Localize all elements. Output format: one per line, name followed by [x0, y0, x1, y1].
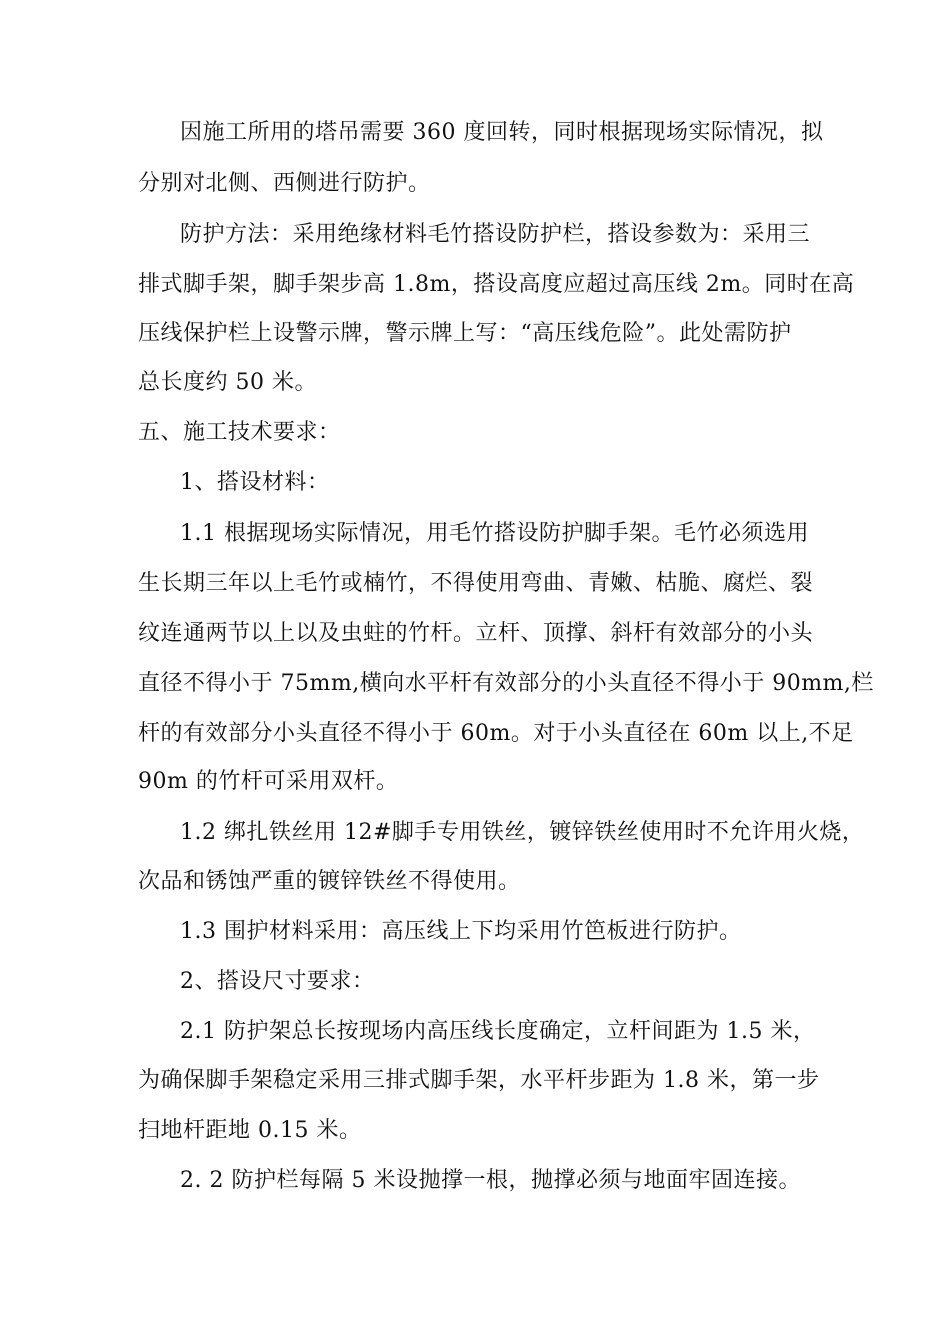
paragraph-line: 90m 的竹杆可采用双杆。 [138, 769, 399, 794]
paragraph-line: 2.1 防护架总长按现场内高压线长度确定，立杆间距为 1.5 米， [180, 1019, 816, 1044]
subsection-heading: 1、搭设材料： [180, 470, 330, 495]
paragraph-line: 防护方法：采用绝缘材料毛竹搭设防护栏，搭设参数为：采用三 [180, 222, 811, 247]
subsection-heading: 2、搭设尺寸要求： [180, 969, 375, 994]
paragraph-line: 扫地杆距地 0.15 米。 [138, 1118, 362, 1143]
paragraph-line: 排式脚手架，脚手架步高 1.8m，搭设高度应超过高压线 2m。同时在高 [138, 272, 855, 297]
paragraph-line: 为确保脚手架稳定采用三排式脚手架，水平杆步距为 1.8 米，第一步 [138, 1068, 820, 1093]
paragraph-line: 生长期三年以上毛竹或楠竹，不得使用弯曲、青嫩、枯脆、腐烂、裂 [138, 571, 814, 596]
paragraph-line: 杆的有效部分小头直径不得小于 60m。对于小头直径在 60m 以上,不足 [138, 721, 854, 746]
paragraph-line: 压线保护栏上设警示牌，警示牌上写：“高压线危险”。此处需防护 [138, 321, 792, 346]
paragraph-line: 直径不得小于 75mm,横向水平杆有效部分的小头直径不得小于 90mm,栏 [138, 671, 874, 696]
paragraph-line: 分别对北侧、西侧进行防护。 [138, 171, 431, 196]
paragraph-line: 1.3 围护材料采用：高压线上下均采用竹笆板进行防护。 [180, 919, 742, 944]
paragraph-line: 总长度约 50 米。 [138, 370, 317, 395]
paragraph-line: 1.2 绑扎铁丝用 12#脚手专用铁丝，镀锌铁丝使用时不允许用火烧， [180, 820, 865, 845]
section-heading: 五、施工技术要求： [138, 420, 341, 445]
paragraph-line: 纹连通两节以上以及虫蛀的竹杆。立杆、顶撑、斜杆有效部分的小头 [138, 621, 814, 646]
paragraph-line: 次品和锈蚀严重的镀锌铁丝不得使用。 [138, 869, 521, 894]
paragraph-line: 1.1 根据现场实际情况，用毛竹搭设防护脚手架。毛竹必须选用 [180, 521, 809, 546]
paragraph-line: 2. 2 防护栏每隔 5 米设抛撑一根，抛撑必须与地面牢固连接。 [180, 1168, 801, 1193]
paragraph-line: 因施工所用的塔吊需要 360 度回转，同时根据现场实际情况，拟 [180, 120, 824, 145]
